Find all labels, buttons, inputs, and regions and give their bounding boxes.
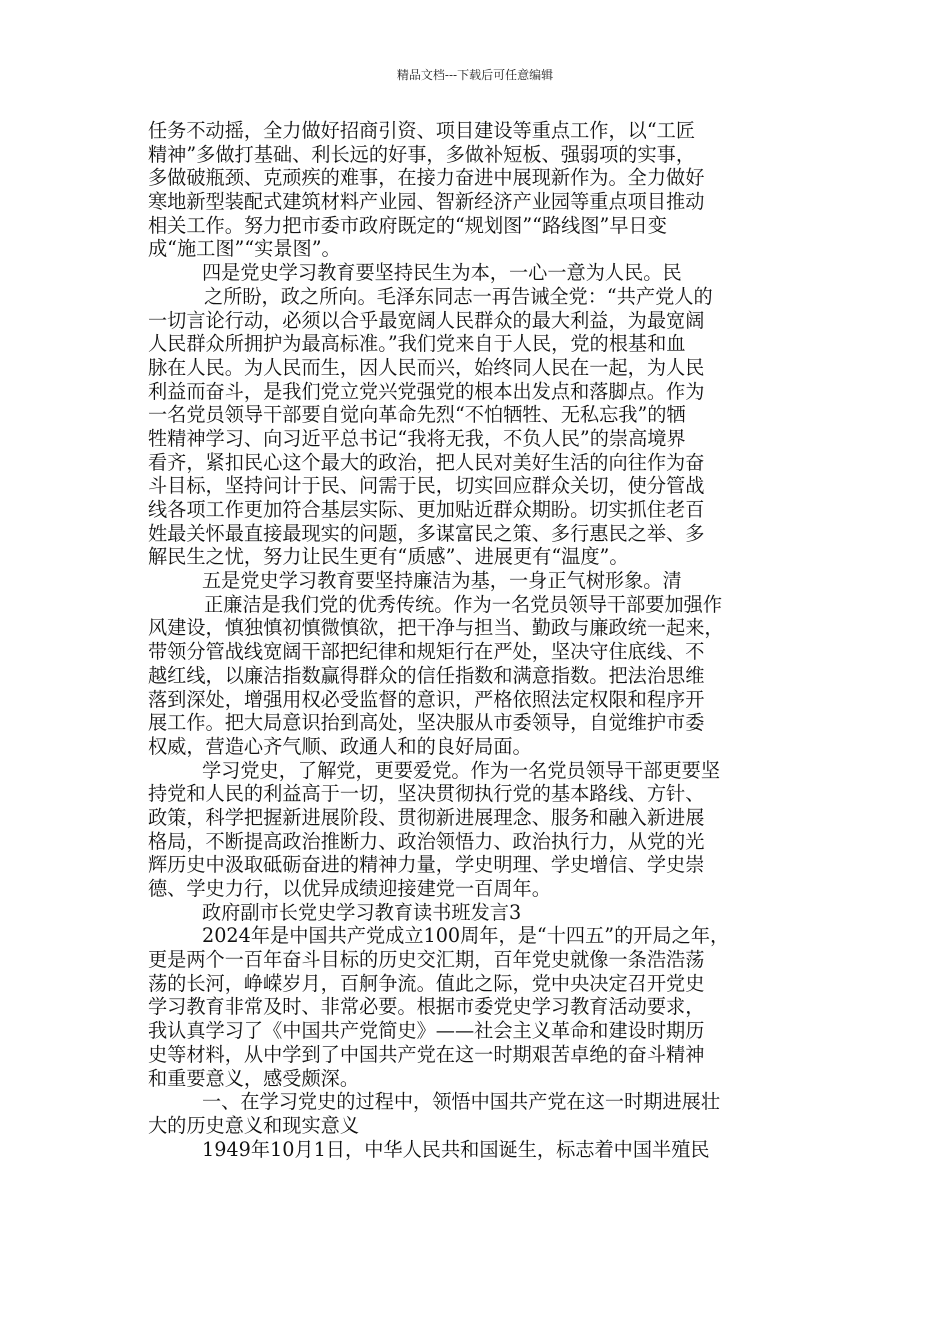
text-line: 相关工作。努力把市委市政府既定的“规划图”“路线图”早日变 [148,213,667,237]
text-line: 辉历史中汲取砥砺奋进的精神力量，学史明理、学史增信、学史崇 [148,853,705,877]
text-line: 越红线，以廉洁指数赢得群众的信任指数和满意指数。把法治思维 [148,663,705,687]
text-line: 之所盼，政之所向。毛泽东同志一再告诫全党：“共产党人的 [204,284,713,308]
text-line: 寒地新型装配式建筑材料产业园、智新经济产业园等重点项目推动 [148,190,705,214]
text-line: 风建设，慎独慎初慎微慎欲，把干净与担当、勤政与廉政统一起来， [148,616,724,640]
text-line: 大的历史意义和现实意义 [148,1113,360,1137]
text-line: 带领分管战线宽阔干部把纪律和规矩行在严处，坚决守住底线、不 [148,640,705,664]
text-line: 学习教育非常及时、非常必要。根据市委党史学习教育活动要求， [148,995,705,1019]
text-line: 姓最关怀最直接最现实的问题，多谋富民之策、多行惠民之举、多 [148,521,705,545]
text-line: 政策，科学把握新进展阶段、贯彻新进展理念、服务和融入新进展 [148,805,705,829]
text-line: 更是两个一百年奋斗目标的历史交汇期，百年党史就像一条浩浩荡 [148,948,705,972]
text-line: 权威，营造心齐气顺、政通人和的良好局面。 [148,734,532,758]
text-line: 持党和人民的利益高于一切，坚决贯彻执行党的基本路线、方针、 [148,782,705,806]
text-line: 学习党史，了解党，更要爱党。作为一名党员领导干部更要坚 [202,758,721,782]
text-line: 解民生之忧，努力让民生更有“质感”、进展更有“温度”。 [148,545,629,569]
text-line: 线各项工作更加符合基层实际、更加贴近群众期盼。切实抓住老百 [148,498,705,521]
text-line: 和重要意义，感受颇深。 [148,1066,360,1090]
text-line: 一切言论行动，必须以合乎最宽阔人民群众的最大利益，为最宽阔 [148,308,705,332]
text-line: 展工作。把大局意识抬到高处，坚决服从市委领导，自觉维护市委 [148,711,705,735]
text-line: 正廉洁是我们党的优秀传统。作为一名党员领导干部要加强作 [204,592,723,616]
text-line: 精神”多做打基础、利长远的好事，多做补短板、强弱项的实事， [148,142,696,166]
text-line: 五是党史学习教育要坚持廉洁为基，一身正气树形象。清 [202,569,682,593]
text-line: 2024年是中国共产党成立100周年，是“十四五”的开局之年， [202,924,730,948]
text-line: 斗目标，坚持问计于民、问需于民，切实回应群众关切，使分管战 [148,474,705,498]
text-line: 人民群众所拥护为最高标准。”我们党来自于人民，党的根基和血 [148,332,686,356]
text-line: 利益而奋斗，是我们党立党兴党强党的根本出发点和落脚点。作为 [148,379,705,403]
page-header: 精品文档---下载后可任意编辑 [396,68,554,82]
text-line: 1949年10月1日，中华人民共和国诞生，标志着中国半殖民 [202,1137,710,1161]
text-line: 多做破瓶颈、克顽疾的难事，在接力奋进中展现新作为。全力做好 [148,166,705,190]
document-body [148,119,834,1161]
text-line: 政府副市长党史学习教育读书班发言3 [202,900,522,924]
text-line: 四是党史学习教育要坚持民生为本，一心一意为人民。民 [202,261,682,285]
text-line: 一名党员领导干部要自觉向革命先烈“不怕牺牲、无私忘我”的牺 [148,403,686,427]
text-line: 格局，不断提高政治推断力、政治领悟力、政治执行力，从党的光 [148,829,705,853]
text-line: 脉在人民。为人民而生，因人民而兴，始终同人民在一起，为人民 [148,355,705,379]
text-line: 落到深处，增强用权必受监督的意识，严格依照法定权限和程序开 [148,687,705,711]
text-line: 史等材料，从中学到了中国共产党在这一时期艰苦卓绝的奋斗精神 [148,1042,705,1066]
text-line: 荡的长河，峥嵘岁月，百舸争流。值此之际，党中央决定召开党史 [148,971,705,995]
text-line: 成“施工图”“实景图”。 [148,237,341,261]
text-line: 德、学史力行，以优异成绩迎接建党一百周年。 [148,877,551,900]
text-line: 我认真学习了《中国共产党简史》——社会主义革命和建设时期历 [148,1019,705,1043]
text-line: 任务不动摇，全力做好招商引资、项目建设等重点工作，以“工匠 [148,119,696,142]
text-line: 看齐，紧扣民心这个最大的政治，把人民对美好生活的向往作为奋 [148,450,705,474]
text-line: 牲精神学习、向习近平总书记“我将无我，不负人民”的崇高境界 [148,426,686,450]
text-line: 一、在学习党史的过程中，领悟中国共产党在这一时期进展壮 [202,1090,721,1114]
